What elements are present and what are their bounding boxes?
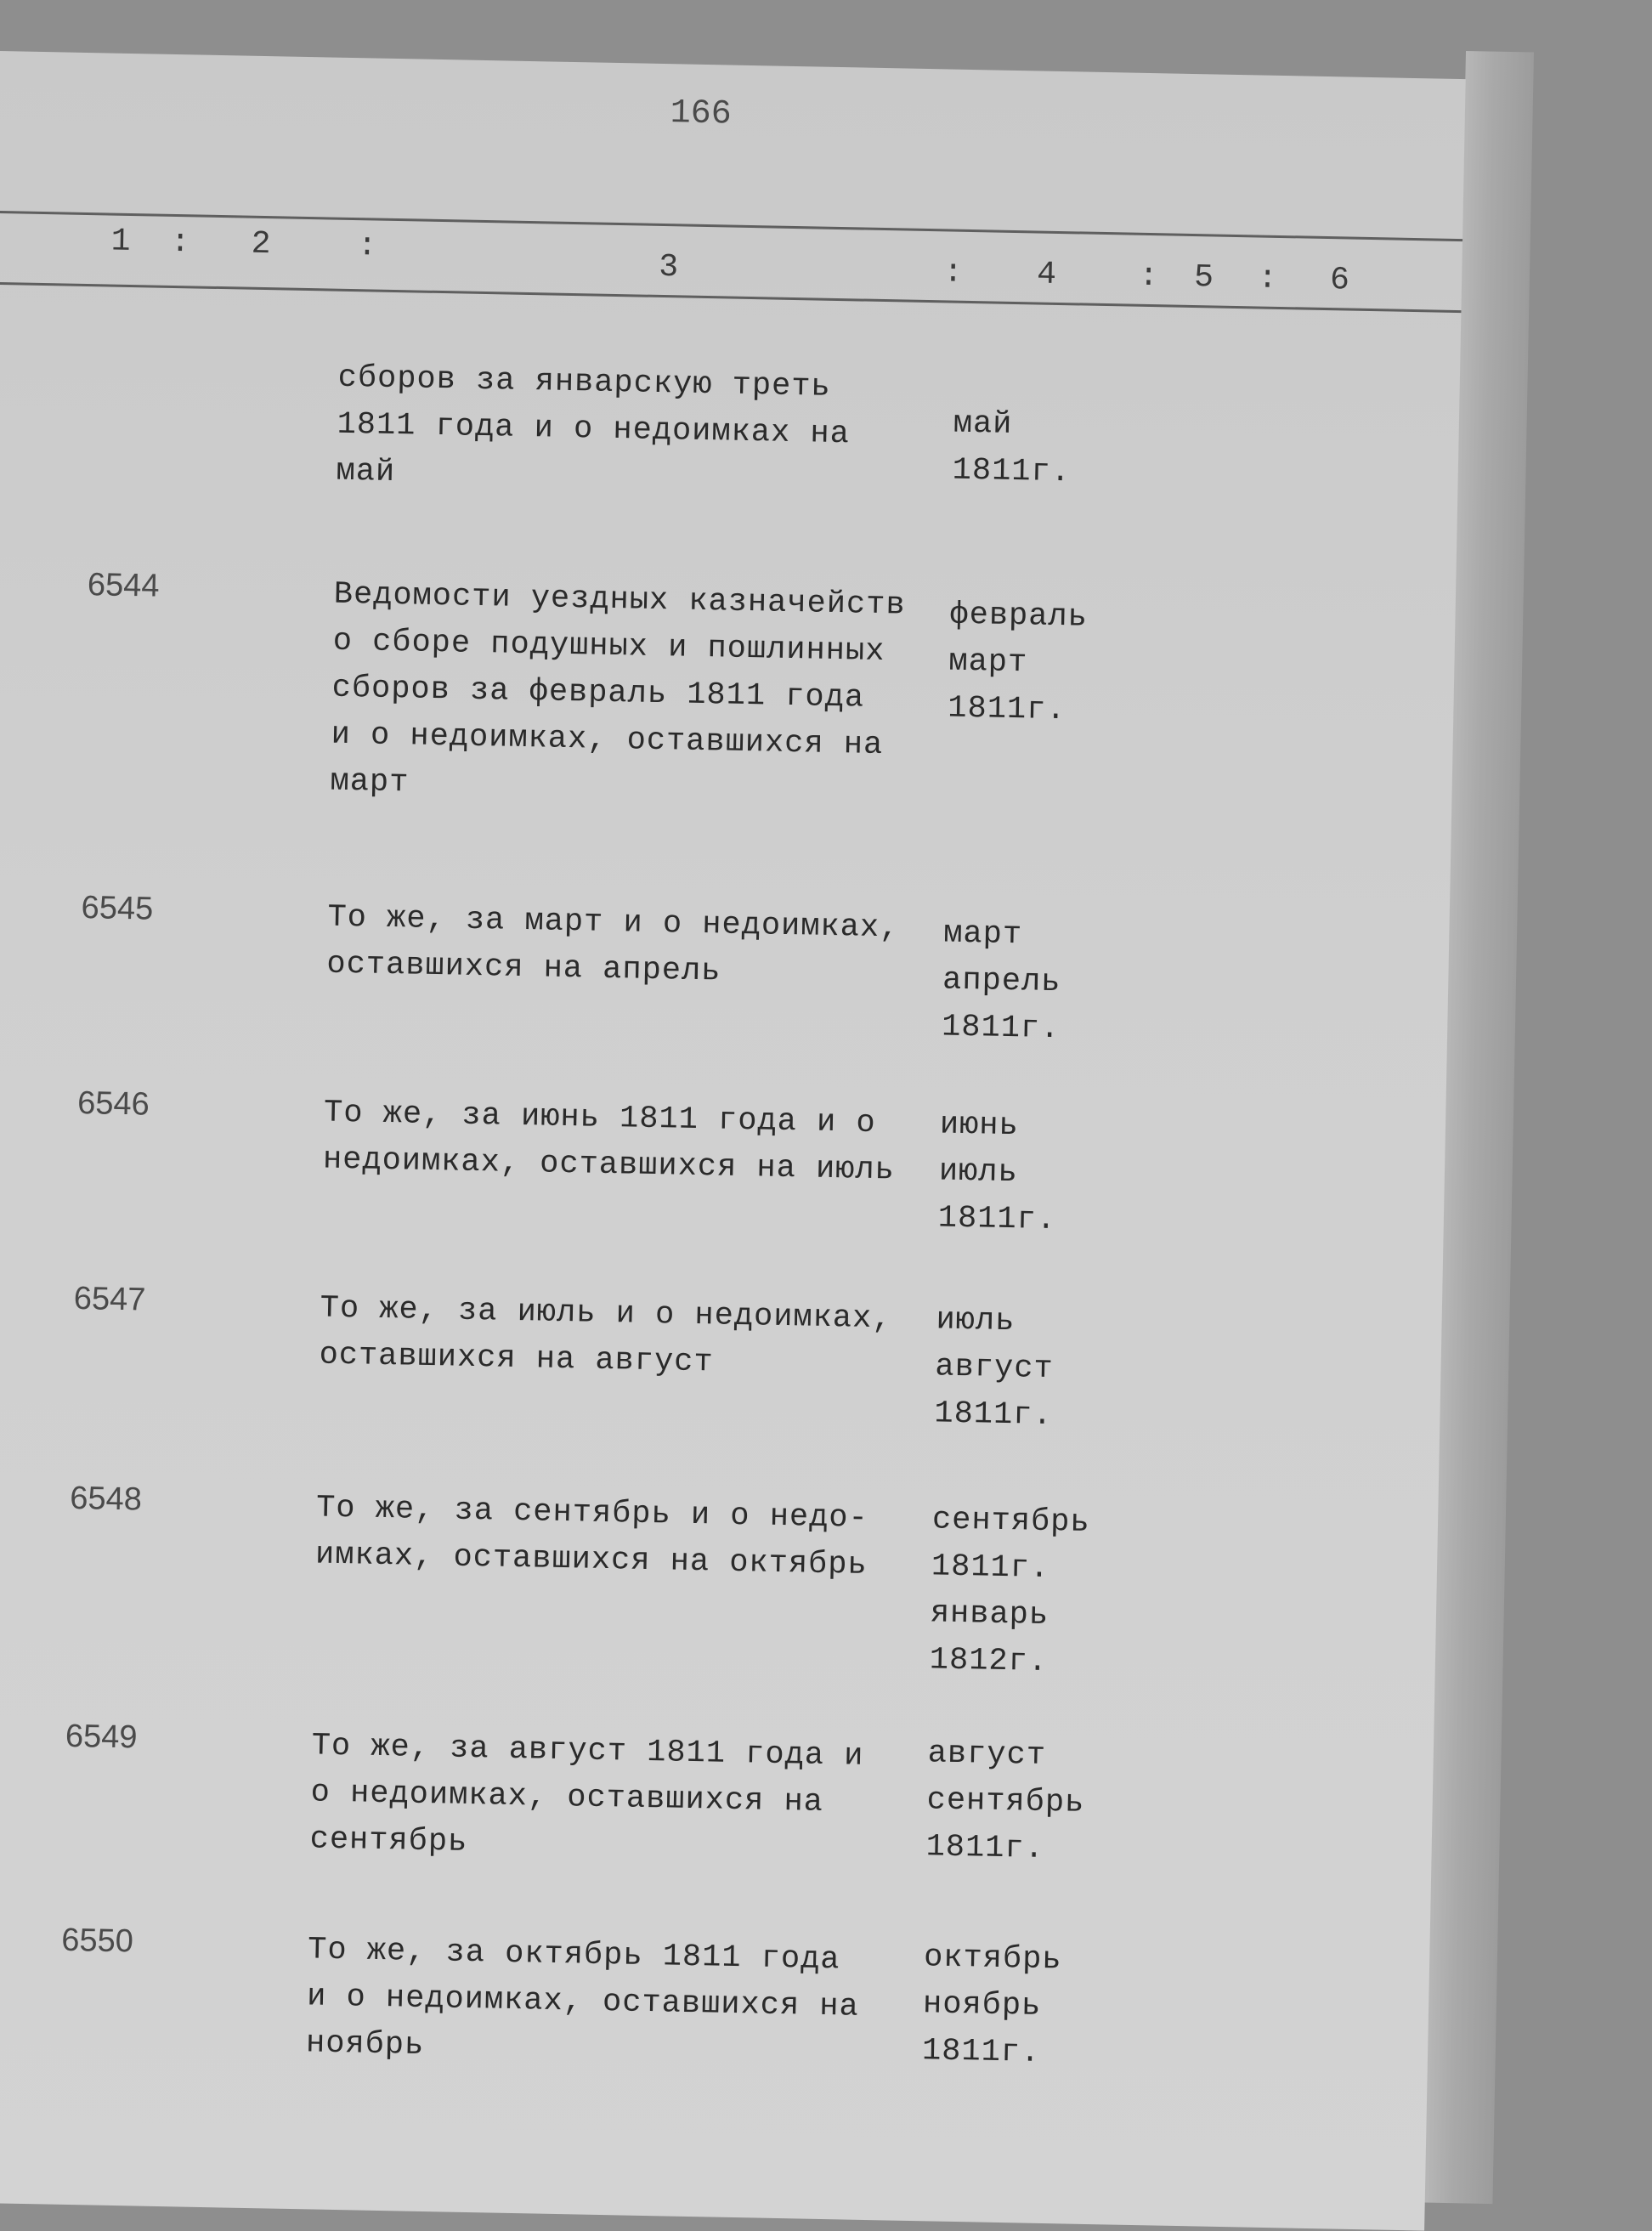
entry-dates: октябрь ноябрь 1811г. xyxy=(921,1939,1062,2071)
entry-description: То же, за август 1811 года и о недоимках, оставшихся на сентябрь xyxy=(309,1728,864,1860)
column-separator: : xyxy=(1138,258,1159,296)
entry-description: То же, за октябрь 1811 года и о недоимках, оставшихся на ноябрь xyxy=(305,1932,860,2064)
entry-description: То же, за март и о недоимках, оставшихся на апрель xyxy=(326,899,900,990)
entry-dates: март апрель 1811г. xyxy=(941,915,1061,1048)
entry-description: То же, за сентябрь и о недо- имках, оставшихся на октябрь xyxy=(314,1490,869,1583)
entry-number: 6547 xyxy=(73,1280,146,1318)
column-header-6: 6 xyxy=(1329,262,1350,299)
column-header-1: 1 xyxy=(110,223,131,260)
entry-number: 6544 xyxy=(87,567,160,604)
entry-dates: сентябрь 1811г. январь 1812г. xyxy=(929,1502,1091,1681)
page-number: 166 xyxy=(670,94,733,134)
header-rule-top xyxy=(0,211,1462,241)
column-separator: : xyxy=(170,224,190,262)
entry-description: То же, за июль и о недоимках, оставшихся на август xyxy=(319,1290,892,1381)
column-separator: : xyxy=(942,254,964,292)
entry-number: 6545 xyxy=(81,890,154,927)
column-header-4: 4 xyxy=(1036,256,1057,293)
entry-dates: февраль март 1811г. xyxy=(947,597,1089,729)
entry-description: Ведомости уездных казначейств о сборе подушных и пошлинных сборов за февраль 1811 года и о недоимках, оставшихся на март xyxy=(330,576,906,801)
column-header-5: 5 xyxy=(1193,259,1214,297)
entry-number: 6546 xyxy=(76,1084,150,1123)
entry-description: То же, за июнь 1811 года и о недоимках, оставшихся на июль xyxy=(322,1095,896,1189)
entry-dates: июль август 1811г. xyxy=(934,1302,1055,1435)
entry-number: 6550 xyxy=(60,1922,134,1960)
column-separator: : xyxy=(357,228,377,265)
entry-dates: август сентябрь 1811г. xyxy=(925,1736,1085,1867)
column-header-2: 2 xyxy=(251,225,271,263)
entry-description: сборов за январскую треть 1811 года и о недоимках на май xyxy=(336,360,851,491)
column-header-3: 3 xyxy=(658,248,679,286)
entry-number: 6548 xyxy=(69,1480,143,1518)
column-separator: : xyxy=(1257,260,1278,297)
entry-dates: май 1811г. xyxy=(952,405,1072,491)
header-rule-bottom xyxy=(0,282,1461,313)
entry-number: 6549 xyxy=(65,1718,138,1756)
entry-dates: июнь июль 1811г. xyxy=(937,1107,1057,1239)
document-sheet xyxy=(0,51,1466,2231)
